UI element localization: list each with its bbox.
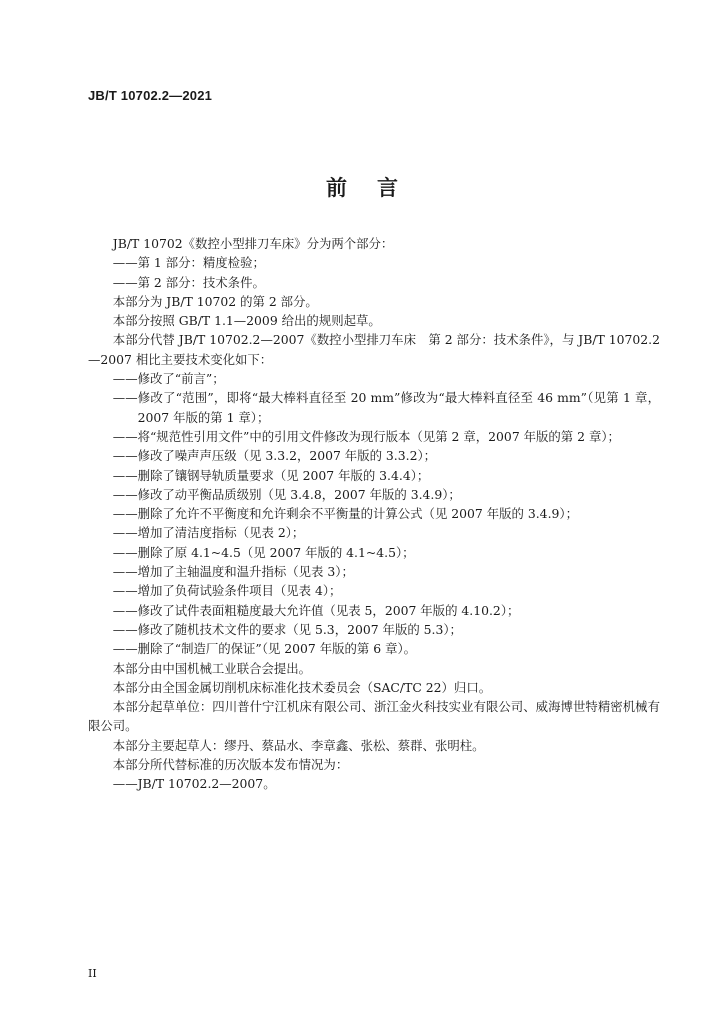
list-item-change: ——修改了噪声声压级（见 3.3.2，2007 年版的 3.3.2）； <box>112 448 437 464</box>
list-item-change: ——增加了清洁度指标（见表 2）； <box>112 525 305 541</box>
para-part-statement: 本部分为 JB/T 10702 的第 2 部分。 <box>112 293 318 309</box>
list-item-change: ——增加了主轴温度和温升指标（见表 3）； <box>112 564 354 580</box>
para-parts-intro: JB/T 10702《数控小型排刀车床》分为两个部分： <box>112 236 394 251</box>
list-item-change: ——将“规范性引用文件”中的引用文件修改为现行版本（见第 2 章，2007 年版的第 2 章）； <box>112 428 620 444</box>
page-title: 前言 <box>326 176 428 200</box>
para-drafting-rules: 本部分按照 GB/T 1.1—2009 给出的规则起草。 <box>112 313 381 329</box>
foreword-body <box>88 234 660 794</box>
list-item-change: ——修改了“范围”，即将“最大棒料直径至 20 mm”修改为“最大棒料直径至 46 mm”（见第 1 章，2007 年版的第 1 章）； <box>112 390 660 425</box>
list-item-change: ——修改了随机技术文件的要求（见 5.3，2007 年版的 5.3）； <box>112 621 462 637</box>
list-item-change: ——修改了动平衡品质级别（见 3.4.8，2007 年版的 3.4.9）； <box>112 486 461 502</box>
para-proposed-by: 本部分由中国机械工业联合会提出。 <box>112 660 312 676</box>
list-item-part-1: ——第 1 部分：精度检验； <box>112 255 265 271</box>
para-replacement: 本部分代替 JB/T 10702.2—2007《数控小型排刀车床 第 2 部分：技术条件》，与 JB/T 10702.2—2007 相比主要技术变化如下： <box>88 332 660 367</box>
list-item-change: ——删除了镶钢导轨质量要求（见 2007 年版的 3.4.4）； <box>112 467 430 483</box>
page-number: II <box>88 967 97 980</box>
list-item-change: ——修改了“前言”； <box>112 371 225 387</box>
para-under-jurisdiction: 本部分由全国金属切削机床标准化技术委员会（SAC/TC 22）归口。 <box>112 679 492 695</box>
list-item-change: ——增加了负荷试验条件项目（见表 4）； <box>112 583 342 599</box>
list-item-change: ——删除了原 4.1~4.5（见 2007 年版的 4.1~4.5）； <box>112 544 415 560</box>
para-previous-editions: 本部分所代替标准的历次版本发布情况为： <box>112 757 349 773</box>
list-item-part-2: ——第 2 部分：技术条件。 <box>112 274 265 290</box>
list-item-change: ——删除了“制造厂的保证”（见 2007 年版的第 6 章）。 <box>112 641 417 657</box>
list-item-previous-edition: ——JB/T 10702.2—2007。 <box>112 776 276 792</box>
para-drafting-units: 本部分起草单位：四川普什宁江机床有限公司、浙江金火科技实业有限公司、威海博世特精密机械有限公司。 <box>88 699 660 734</box>
list-item-change: ——修改了试件表面粗糙度最大允许值（见表 5，2007 年版的 4.10.2）； <box>112 602 520 618</box>
para-drafters: 本部分主要起草人：缪丹、蔡品水、李章鑫、张松、蔡群、张明柱。 <box>112 737 485 753</box>
standard-code-header: JB/T 10702.2—2021 <box>88 88 213 103</box>
list-item-change: ——删除了允许不平衡度和允许剩余不平衡量的计算公式（见 2007 年版的 3.4.9）； <box>112 506 578 522</box>
